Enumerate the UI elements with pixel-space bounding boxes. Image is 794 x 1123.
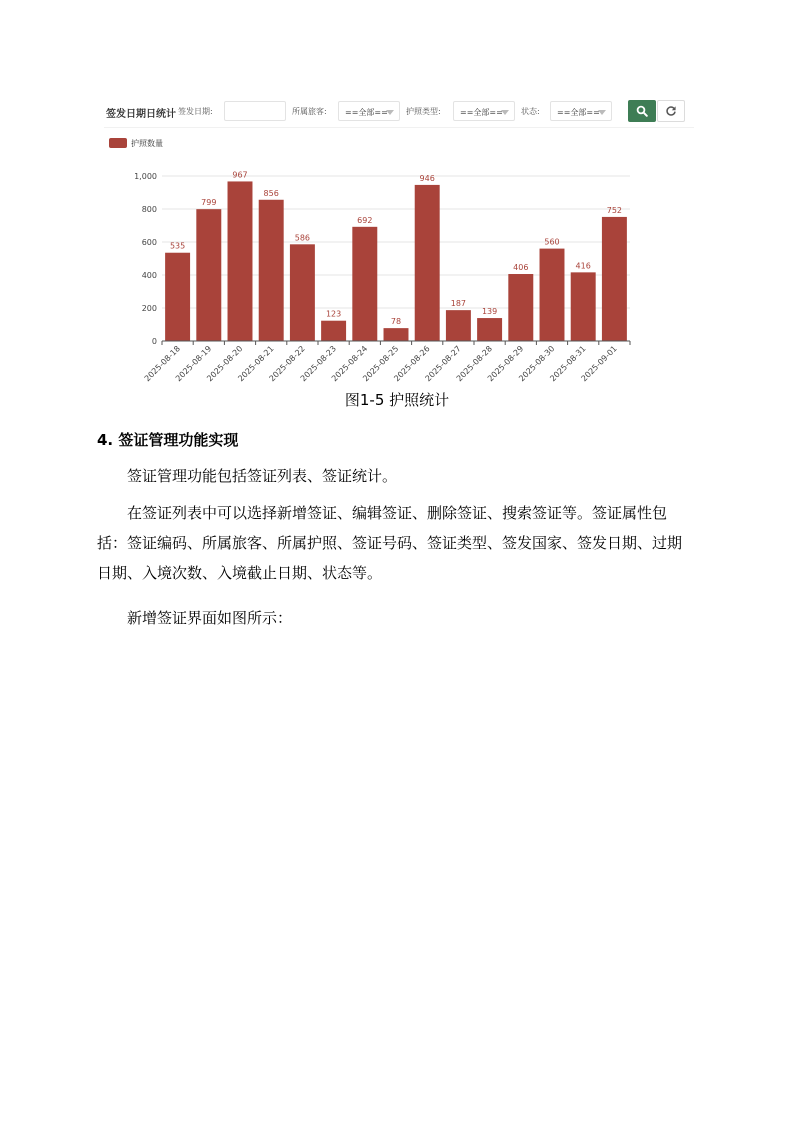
x-tick-label: 2025-08-22 <box>267 344 307 384</box>
x-tick-label: 2025-08-27 <box>423 344 463 384</box>
search-icon <box>636 105 648 117</box>
bar <box>477 318 502 341</box>
data-label: 586 <box>294 233 311 243</box>
x-tick-label: 2025-08-25 <box>361 344 401 384</box>
data-label: 78 <box>390 317 402 327</box>
refresh-button[interactable] <box>657 100 685 122</box>
bar <box>540 249 565 341</box>
passport-type-select-value: ==全部== <box>460 108 503 117</box>
data-label: 856 <box>263 188 279 198</box>
filter-toolbar <box>104 100 694 124</box>
x-tick-label: 2025-08-21 <box>236 344 276 384</box>
data-label: 139 <box>481 307 498 317</box>
passenger-label: 所属旅客: <box>292 107 327 116</box>
y-tick-label: 0 <box>151 337 157 346</box>
status-select-value: ==全部== <box>557 108 600 117</box>
toolbar-divider <box>104 127 694 128</box>
x-tick-label: 2025-08-23 <box>298 344 339 384</box>
status-select[interactable] <box>550 101 612 121</box>
passport-type-select[interactable] <box>453 101 515 121</box>
paragraph: 在签证列表中可以选择新增签证、编辑签证、删除签证、搜索签证等。签证属性包括：签证编码、所属旅客、所属护照、签证号码、签证类型、签发国家、签发日期、过期日期、入境次数、入境截止日期、状态等。 <box>97 504 683 582</box>
bar <box>415 185 440 341</box>
paragraph: 新增签证界面如图所示： <box>127 609 293 627</box>
data-label: 946 <box>419 173 435 183</box>
passport-type-label: 护照类型: <box>406 107 441 116</box>
passport-count-chart <box>104 132 634 384</box>
data-label: 535 <box>169 241 186 251</box>
paragraph: 签证管理功能包括签证列表、签证统计。 <box>127 467 398 485</box>
y-tick-label: 400 <box>141 271 157 280</box>
x-tick-label: 2025-08-20 <box>205 344 245 384</box>
y-tick-label: 800 <box>141 205 157 214</box>
passenger-select-value: ==全部== <box>345 108 388 117</box>
data-label: 123 <box>325 309 342 319</box>
bar <box>290 244 315 341</box>
x-tick-label: 2025-08-31 <box>548 344 588 384</box>
bar <box>165 253 190 341</box>
refresh-icon <box>665 105 677 117</box>
passenger-select[interactable] <box>338 101 400 121</box>
bar <box>321 321 346 341</box>
x-tick-label: 2025-08-24 <box>329 344 370 384</box>
data-label: 416 <box>575 261 591 271</box>
bar <box>384 328 409 341</box>
data-label: 692 <box>357 215 373 225</box>
bar <box>446 310 471 341</box>
chevron-down-icon <box>598 110 606 115</box>
chevron-down-icon <box>386 110 394 115</box>
x-tick-label: 2025-08-19 <box>173 344 214 384</box>
filter-title: 签发日期日统计 <box>106 109 176 120</box>
issue-date-label: 签发日期: <box>178 107 213 116</box>
data-label: 967 <box>232 170 248 180</box>
bar <box>508 274 533 341</box>
x-tick-label: 2025-08-29 <box>485 344 526 384</box>
x-tick-label: 2025-08-18 <box>142 344 183 384</box>
data-label: 752 <box>606 205 623 215</box>
bar <box>571 272 596 341</box>
legend-label: 护照数量 <box>131 139 163 148</box>
figure-caption: 图1-5 护照统计 <box>344 391 450 409</box>
x-tick-label: 2025-08-30 <box>517 344 557 384</box>
data-label: 560 <box>544 237 560 247</box>
section-heading: 4. 签证管理功能实现 <box>97 431 239 449</box>
bar <box>196 209 221 341</box>
data-label: 187 <box>450 299 467 309</box>
y-tick-label: 200 <box>141 304 157 313</box>
bar <box>602 217 627 341</box>
legend-swatch <box>109 138 127 148</box>
bar <box>352 227 377 341</box>
x-tick-label: 2025-09-01 <box>579 344 619 384</box>
x-tick-label: 2025-08-26 <box>392 344 432 384</box>
search-button[interactable] <box>628 100 656 122</box>
y-tick-label: 600 <box>141 238 157 247</box>
chevron-down-icon <box>501 110 509 115</box>
bar <box>228 181 253 341</box>
status-label: 状态: <box>521 107 540 116</box>
data-label: 406 <box>513 263 529 273</box>
x-tick-label: 2025-08-28 <box>454 344 495 384</box>
data-label: 799 <box>201 198 217 208</box>
bar <box>259 200 284 341</box>
issue-date-input[interactable] <box>224 101 286 121</box>
y-tick-label: 1,000 <box>134 172 157 181</box>
